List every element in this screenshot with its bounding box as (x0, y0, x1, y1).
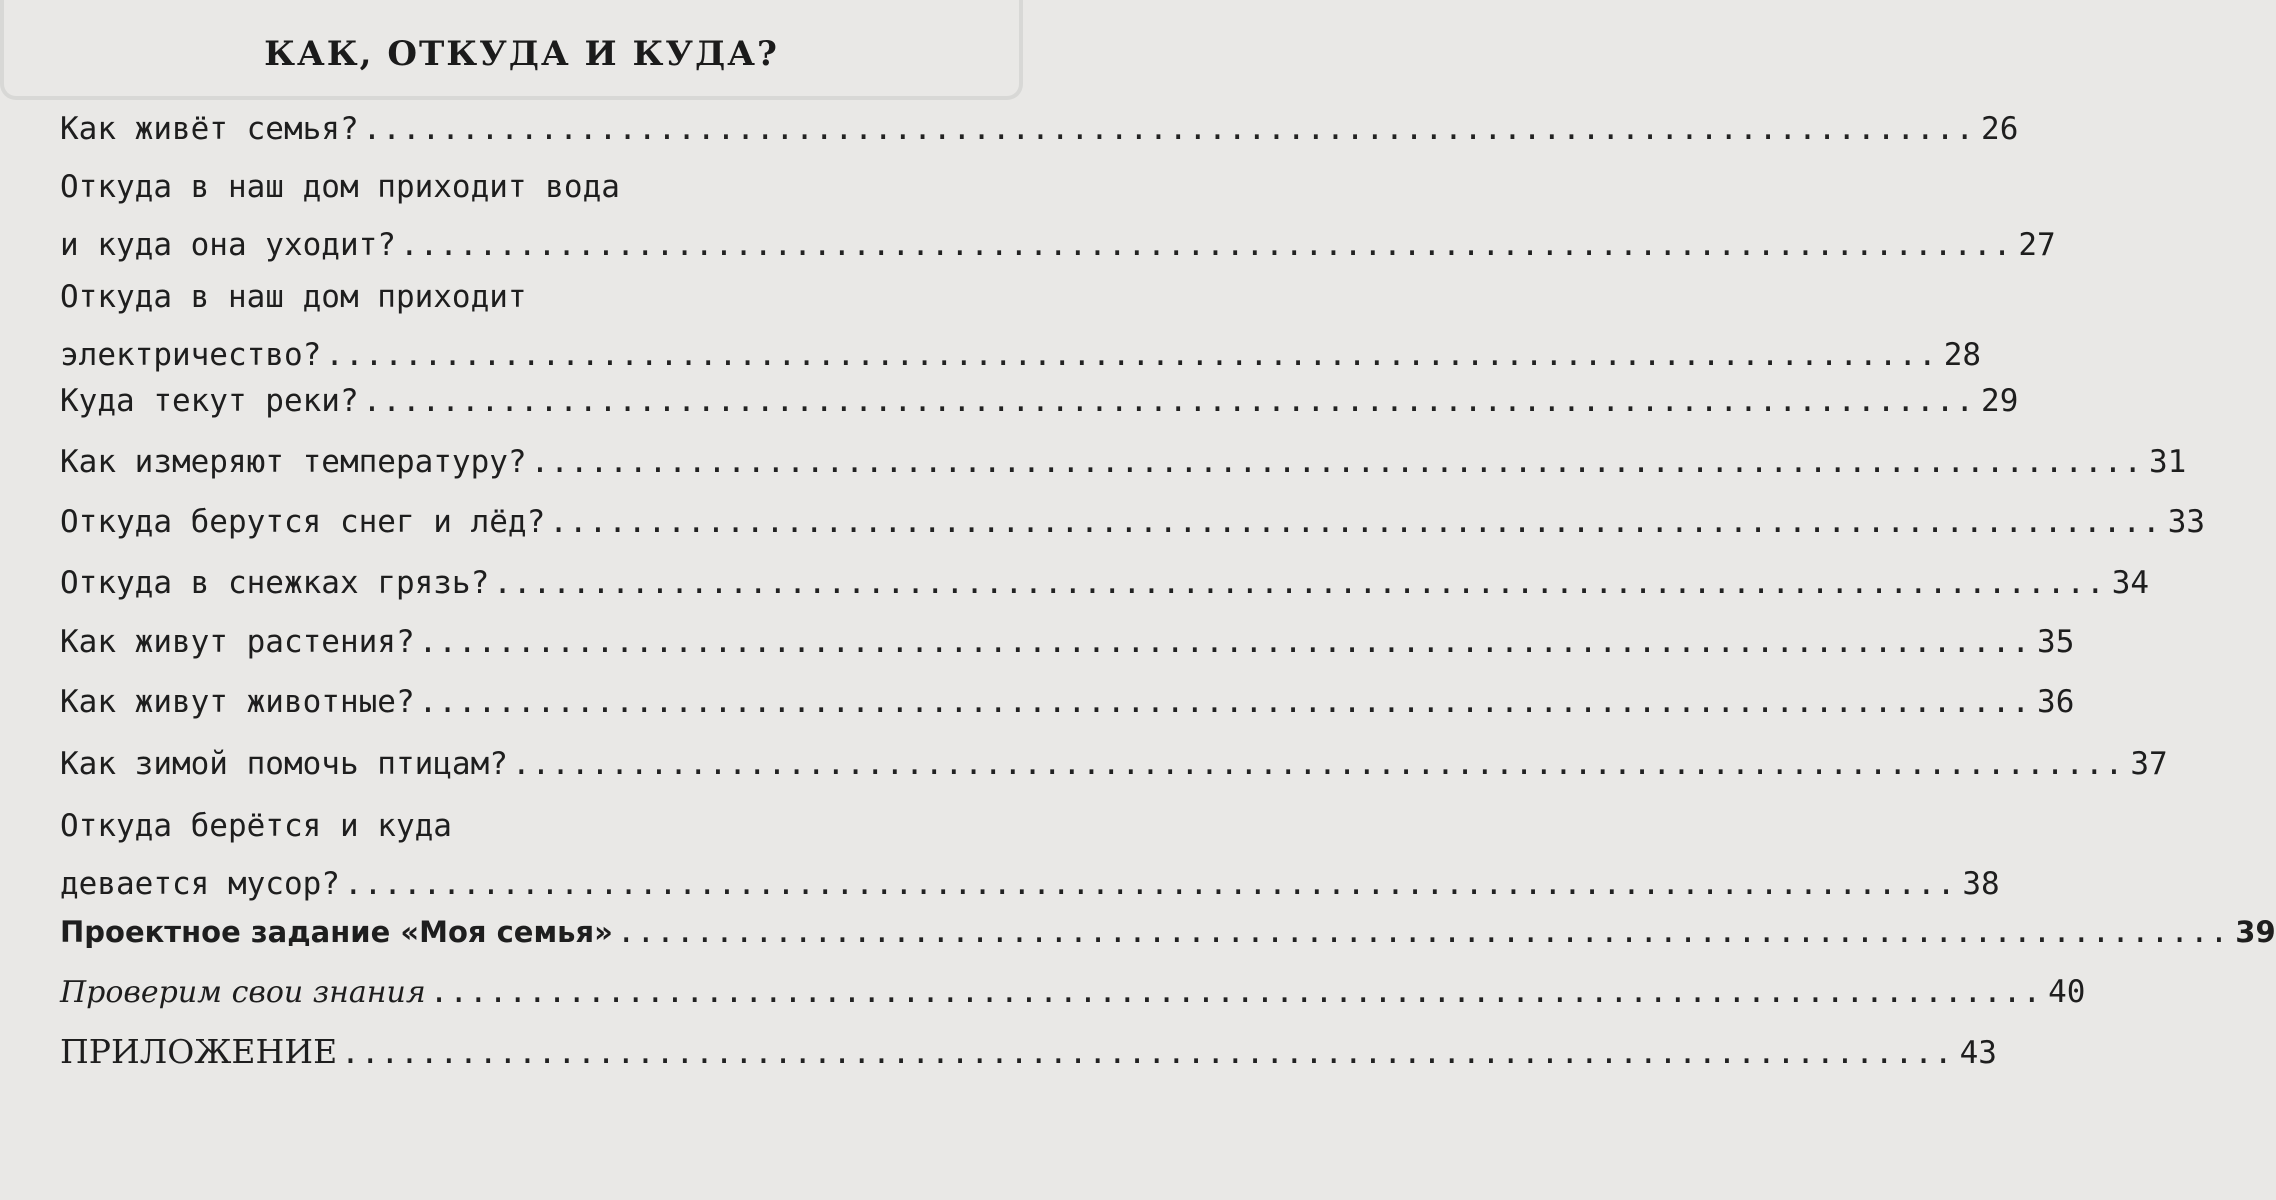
section-title: КАК, ОТКУДА И КУДА? (264, 34, 779, 74)
entry-label: Проектное задание «Моя семья» (60, 915, 613, 949)
toc-entry[interactable] (60, 613, 2075, 671)
toc-entry[interactable] (60, 493, 2206, 551)
entry-label: Откуда в снежках грязь? (60, 565, 490, 601)
entry-label: Как живут растения? (60, 624, 415, 660)
entry-label-line1: Откуда берётся и куда (60, 808, 452, 844)
toc-entry-check-knowledge[interactable] (60, 963, 2086, 1021)
entry-label: девается мусор? (60, 866, 340, 902)
dot-leader: .................................................................................. (493, 565, 2106, 601)
dot-leader: .................................................................................. (418, 624, 2032, 660)
entry-label: Как живёт семья? (60, 111, 359, 147)
entry-label: Как измеряют температуру? (60, 444, 527, 480)
entry-label-line1: Откуда в наш дом приходит вода (60, 169, 620, 205)
entry-label: Как живут животные? (60, 684, 415, 720)
toc-entry-project[interactable] (60, 903, 2276, 961)
toc-entry[interactable] (60, 797, 2000, 913)
dot-leader: .................................................................................. (549, 504, 2162, 540)
page-number: 34 (2111, 565, 2150, 601)
toc-entry[interactable] (60, 268, 1982, 384)
page-number: 35 (2037, 624, 2075, 660)
dot-leader: .................................................................................. (341, 1035, 1954, 1071)
dot-leader: .................................................................................. (429, 974, 2043, 1010)
toc-entry[interactable] (60, 673, 2075, 731)
dot-leader: .................................................................................. (511, 746, 2125, 782)
toc-entry[interactable] (60, 100, 2019, 158)
toc-entry-appendix[interactable] (60, 1023, 1997, 1081)
page-number: 39 (2235, 915, 2276, 949)
entry-label: Откуда берутся снег и лёд? (60, 504, 546, 540)
entry-label: Куда текут реки? (60, 383, 359, 419)
entry-label: ПРИЛОЖЕНИЕ (60, 1032, 338, 1071)
page-number: 28 (1943, 337, 1982, 373)
page-number: 40 (2048, 974, 2086, 1010)
dot-leader: .................................................................................. (343, 866, 1957, 902)
page-number: 37 (2130, 746, 2168, 782)
page-number: 26 (1981, 111, 2019, 147)
entry-label: Проверим свои знания (60, 975, 426, 1010)
dot-leader: .................................................................................. (399, 227, 2013, 263)
page-number: 27 (2018, 227, 2056, 263)
dot-leader: .................................................................................. (362, 383, 1976, 419)
entry-label-line1: Откуда в наш дом приходит (60, 279, 527, 315)
entry-label: электричество? (60, 337, 322, 373)
entry-label: и куда она уходит? (60, 227, 396, 263)
page-number: 29 (1981, 383, 2019, 419)
page-number: 31 (2149, 444, 2187, 480)
toc-entry[interactable] (60, 433, 2187, 491)
entry-label: Как зимой помочь птицам? (60, 746, 508, 782)
page-number: 43 (1959, 1035, 1997, 1071)
toc-entry[interactable] (60, 372, 2019, 430)
toc-entry[interactable] (60, 735, 2168, 793)
page-number: 36 (2037, 684, 2075, 720)
dot-leader: .................................................................................. (530, 444, 2144, 480)
dot-leader: .................................................................................. (616, 914, 2230, 950)
dot-leader: .................................................................................. (418, 684, 2032, 720)
dot-leader: .................................................................................. (325, 337, 1938, 373)
toc-entry[interactable] (60, 554, 2150, 612)
page-number: 33 (2167, 504, 2206, 540)
dot-leader: .................................................................................. (362, 111, 1976, 147)
toc-entry[interactable] (60, 158, 2056, 274)
page-number: 38 (1962, 866, 2000, 902)
